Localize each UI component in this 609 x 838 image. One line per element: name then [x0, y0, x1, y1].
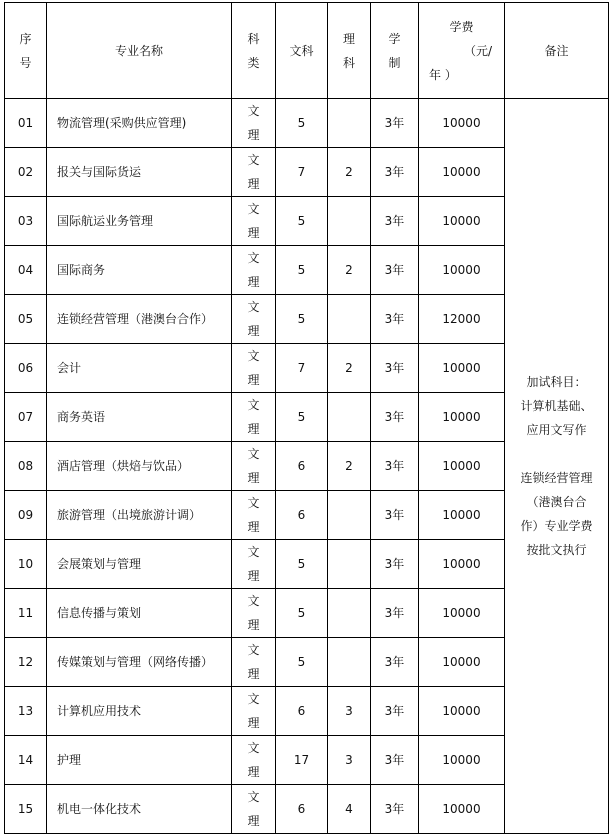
cell-science — [328, 540, 371, 589]
cell-seq: 08 — [5, 442, 47, 491]
table-row — [5, 99, 609, 148]
cell-category-line1: 文 — [247, 496, 260, 510]
cell-arts: 17 — [276, 736, 328, 785]
cell-category-line1: 文 — [247, 643, 260, 657]
cell-major-name: 国际商务 — [47, 246, 232, 295]
cell-arts: 6 — [276, 687, 328, 736]
cell-category-line2: 理 — [247, 177, 260, 191]
cell-category-line1: 文 — [247, 545, 260, 559]
cell-seq: 12 — [5, 638, 47, 687]
note-line: 计算机基础、 — [520, 399, 593, 413]
cell-duration: 3年 — [371, 295, 419, 344]
header-category-line2: 类 — [247, 55, 260, 70]
header-major: 专业名称 — [47, 3, 232, 99]
cell-category — [232, 295, 276, 344]
cell-category-line2: 理 — [247, 373, 260, 387]
cell-category-line2: 理 — [247, 422, 260, 436]
header-seq — [5, 3, 47, 99]
cell-major-name: 信息传播与策划 — [47, 589, 232, 638]
cell-seq: 05 — [5, 295, 47, 344]
cell-arts: 5 — [276, 540, 328, 589]
cell-category-line2: 理 — [247, 226, 260, 240]
cell-major-name: 计算机应用技术 — [47, 687, 232, 736]
cell-seq: 11 — [5, 589, 47, 638]
cell-major-name: 护理 — [47, 736, 232, 785]
cell-major-name: 会展策划与管理 — [47, 540, 232, 589]
note-line: 应用文写作 — [526, 423, 587, 437]
cell-category — [232, 99, 276, 148]
cell-category — [232, 148, 276, 197]
header-arts: 文科 — [276, 3, 328, 99]
cell-fee: 10000 — [419, 785, 505, 834]
cell-duration: 3年 — [371, 638, 419, 687]
cell-science: 2 — [328, 246, 371, 295]
note-line: 加试科目： — [526, 375, 587, 389]
cell-science: 2 — [328, 344, 371, 393]
cell-duration: 3年 — [371, 785, 419, 834]
cell-fee: 10000 — [419, 197, 505, 246]
cell-duration: 3年 — [371, 197, 419, 246]
cell-science: 2 — [328, 148, 371, 197]
cell-seq: 07 — [5, 393, 47, 442]
cell-category — [232, 246, 276, 295]
note-line: （港澳台合 — [526, 495, 587, 509]
cell-category — [232, 344, 276, 393]
cell-major-name: 报关与国际货运 — [47, 148, 232, 197]
cell-category — [232, 687, 276, 736]
cell-science — [328, 197, 371, 246]
cell-category-line1: 文 — [247, 153, 260, 167]
cell-seq: 04 — [5, 246, 47, 295]
cell-fee: 10000 — [419, 687, 505, 736]
cell-major-name: 会计 — [47, 344, 232, 393]
cell-category-line2: 理 — [247, 471, 260, 485]
cell-major-name: 传媒策划与管理（网络传播） — [47, 638, 232, 687]
cell-category-line1: 文 — [247, 594, 260, 608]
cell-major-name: 连锁经营管理（港澳台合作） — [47, 295, 232, 344]
header-science — [328, 3, 371, 99]
header-row — [5, 3, 609, 99]
header-duration-line1: 学 — [388, 31, 401, 46]
cell-category-line2: 理 — [247, 667, 260, 681]
cell-seq: 14 — [5, 736, 47, 785]
cell-major-name: 旅游管理（出境旅游计调） — [47, 491, 232, 540]
header-science-line2: 科 — [342, 55, 355, 70]
cell-duration: 3年 — [371, 687, 419, 736]
cell-fee: 12000 — [419, 295, 505, 344]
cell-fee: 10000 — [419, 246, 505, 295]
cell-arts: 6 — [276, 785, 328, 834]
cell-category — [232, 589, 276, 638]
note-cell — [505, 99, 609, 834]
header-seq-line2: 号 — [19, 55, 32, 70]
cell-category-line1: 文 — [247, 447, 260, 461]
cell-category-line1: 文 — [247, 349, 260, 363]
cell-fee: 10000 — [419, 442, 505, 491]
cell-arts: 5 — [276, 197, 328, 246]
header-fee-line1: 学费 — [449, 19, 474, 34]
cell-science: 2 — [328, 442, 371, 491]
cell-duration: 3年 — [371, 148, 419, 197]
cell-category-line2: 理 — [247, 275, 260, 289]
cell-category — [232, 736, 276, 785]
cell-category-line1: 文 — [247, 398, 260, 412]
cell-seq: 01 — [5, 99, 47, 148]
cell-science — [328, 491, 371, 540]
cell-arts: 7 — [276, 148, 328, 197]
cell-category-line2: 理 — [247, 716, 260, 730]
cell-arts: 6 — [276, 442, 328, 491]
cell-science: 3 — [328, 736, 371, 785]
cell-fee: 10000 — [419, 99, 505, 148]
cell-category — [232, 638, 276, 687]
cell-seq: 06 — [5, 344, 47, 393]
cell-category — [232, 540, 276, 589]
header-fee-line3: 年 ） — [429, 67, 457, 82]
cell-fee: 10000 — [419, 736, 505, 785]
note-line: 按批文执行 — [526, 543, 587, 557]
cell-duration: 3年 — [371, 393, 419, 442]
header-category-line1: 科 — [247, 31, 260, 46]
cell-duration: 3年 — [371, 246, 419, 295]
cell-seq: 13 — [5, 687, 47, 736]
cell-fee: 10000 — [419, 491, 505, 540]
table-body — [5, 99, 609, 834]
cell-duration: 3年 — [371, 540, 419, 589]
cell-category-line2: 理 — [247, 814, 260, 828]
cell-major-name: 机电一体化技术 — [47, 785, 232, 834]
cell-category — [232, 442, 276, 491]
cell-arts: 5 — [276, 246, 328, 295]
cell-category-line2: 理 — [247, 569, 260, 583]
cell-category-line1: 文 — [247, 790, 260, 804]
cell-science: 4 — [328, 785, 371, 834]
header-duration-line2: 制 — [388, 55, 401, 70]
cell-category-line2: 理 — [247, 765, 260, 779]
cell-category-line1: 文 — [247, 692, 260, 706]
cell-fee: 10000 — [419, 589, 505, 638]
note-line: 作）专业学费 — [520, 519, 593, 533]
cell-seq: 15 — [5, 785, 47, 834]
note-line: 连锁经营管理 — [520, 471, 593, 485]
cell-fee: 10000 — [419, 393, 505, 442]
cell-category — [232, 491, 276, 540]
cell-arts: 5 — [276, 589, 328, 638]
header-fee-line2: （元/ — [463, 43, 492, 58]
cell-duration: 3年 — [371, 99, 419, 148]
cell-arts: 5 — [276, 99, 328, 148]
majors-table — [4, 2, 609, 834]
cell-major-name: 酒店管理（烘焙与饮品） — [47, 442, 232, 491]
cell-science — [328, 295, 371, 344]
cell-category-line1: 文 — [247, 741, 260, 755]
cell-category — [232, 197, 276, 246]
cell-category — [232, 393, 276, 442]
cell-science: 3 — [328, 687, 371, 736]
cell-category-line2: 理 — [247, 324, 260, 338]
header-duration — [371, 3, 419, 99]
cell-arts: 6 — [276, 491, 328, 540]
header-note: 备注 — [505, 3, 609, 99]
cell-fee: 10000 — [419, 344, 505, 393]
cell-category-line1: 文 — [247, 104, 260, 118]
cell-science — [328, 638, 371, 687]
cell-seq: 02 — [5, 148, 47, 197]
cell-duration: 3年 — [371, 589, 419, 638]
cell-duration: 3年 — [371, 344, 419, 393]
cell-science — [328, 99, 371, 148]
header-science-line1: 理 — [342, 31, 355, 46]
cell-category-line2: 理 — [247, 520, 260, 534]
cell-category-line2: 理 — [247, 128, 260, 142]
cell-category-line1: 文 — [247, 251, 260, 265]
cell-fee: 10000 — [419, 148, 505, 197]
cell-arts: 7 — [276, 344, 328, 393]
cell-duration: 3年 — [371, 442, 419, 491]
cell-category-line1: 文 — [247, 202, 260, 216]
cell-seq: 09 — [5, 491, 47, 540]
cell-fee: 10000 — [419, 638, 505, 687]
cell-category-line2: 理 — [247, 618, 260, 632]
cell-category-line1: 文 — [247, 300, 260, 314]
cell-duration: 3年 — [371, 491, 419, 540]
header-fee — [419, 3, 505, 99]
cell-major-name: 国际航运业务管理 — [47, 197, 232, 246]
note-spacer — [509, 442, 604, 466]
cell-major-name: 物流管理(采购供应管理) — [47, 99, 232, 148]
cell-arts: 5 — [276, 393, 328, 442]
cell-fee: 10000 — [419, 540, 505, 589]
cell-science — [328, 589, 371, 638]
cell-duration: 3年 — [371, 736, 419, 785]
cell-arts: 5 — [276, 638, 328, 687]
header-seq-line1: 序 — [19, 31, 32, 46]
cell-seq: 03 — [5, 197, 47, 246]
cell-arts: 5 — [276, 295, 328, 344]
cell-seq: 10 — [5, 540, 47, 589]
cell-major-name: 商务英语 — [47, 393, 232, 442]
cell-science — [328, 393, 371, 442]
header-category — [232, 3, 276, 99]
cell-category — [232, 785, 276, 834]
